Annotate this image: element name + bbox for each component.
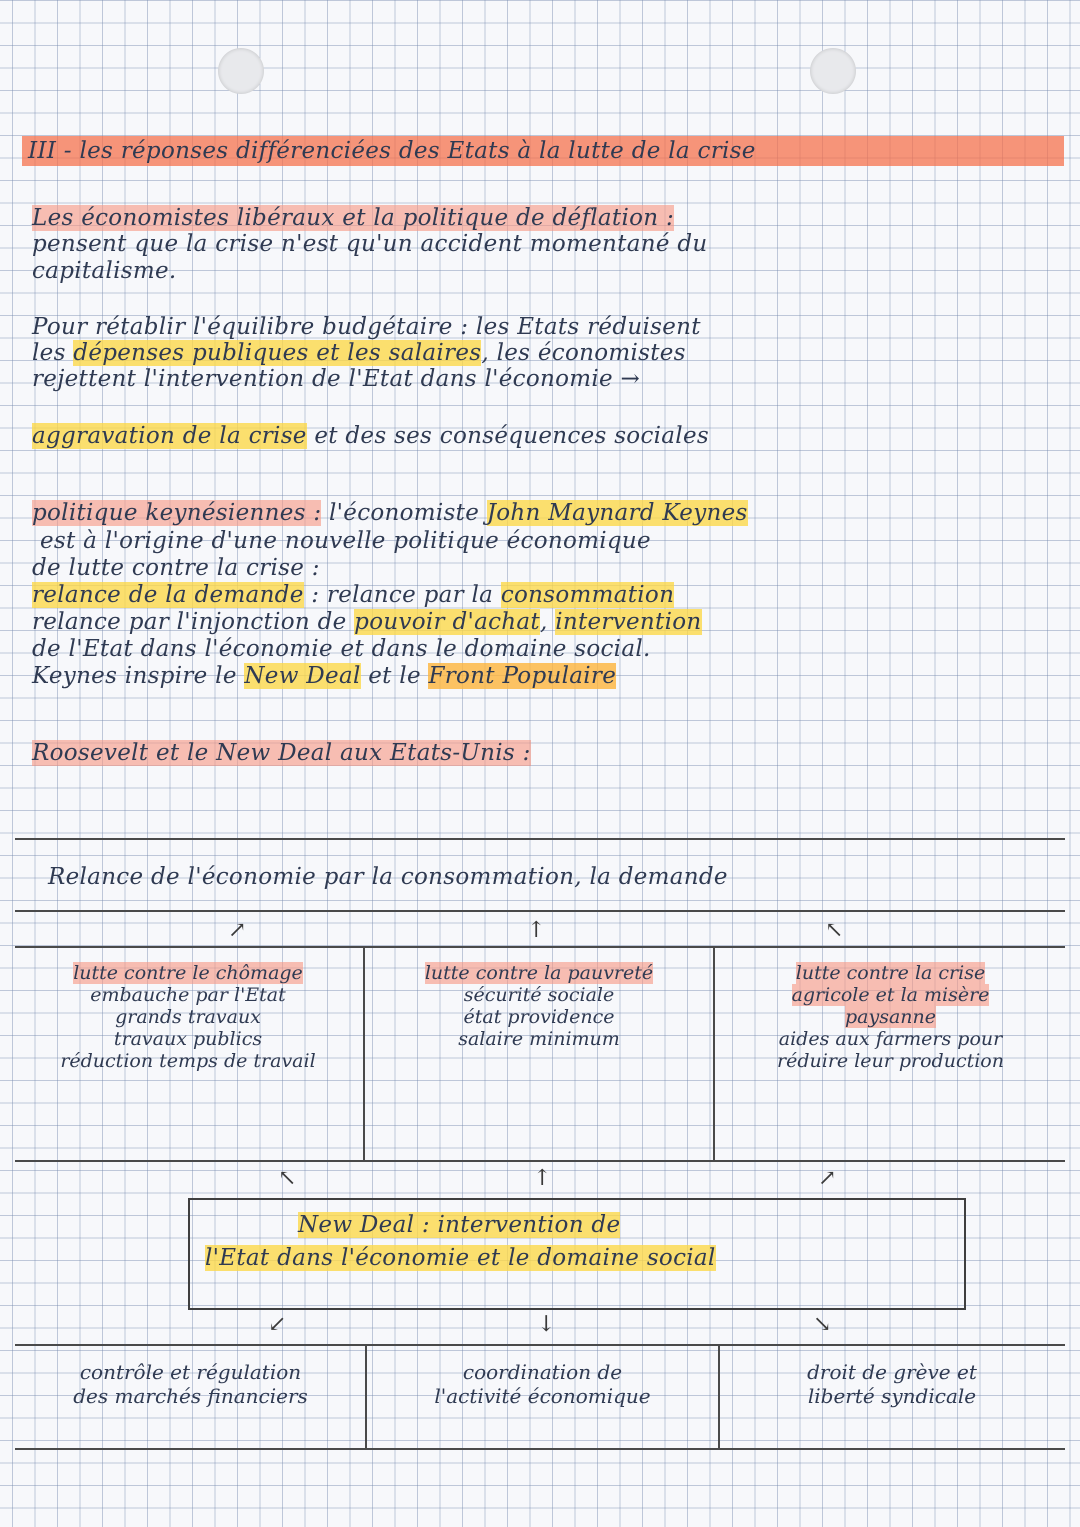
- keynes-name: John Maynard Keynes: [486, 500, 748, 526]
- diagram-rule-6: [15, 1448, 1065, 1450]
- diagram-top-box: Relance de l'économie par la consommation, la demande: [48, 864, 728, 890]
- keynes-text-2: est à l'origine d'une nouvelle politique économique: [40, 528, 651, 554]
- new-deal-line-1: [298, 1212, 620, 1238]
- bottom3-line-1: droit de grève et: [807, 1360, 977, 1384]
- diagram-rule-3: [15, 946, 1065, 948]
- col1-line-1: embauche par l'Etat: [90, 984, 286, 1006]
- liberal-text-1: pensent que la crise n'est qu'un accident momentané du: [32, 231, 708, 257]
- keynes-line-5: [32, 609, 702, 635]
- arrow-down-center: ↓: [537, 1312, 556, 1337]
- arrow-down-right: ↘: [813, 1312, 832, 1337]
- keynes-front-populaire: Front Populaire: [428, 663, 617, 689]
- col2-line-1: sécurité sociale: [463, 984, 615, 1006]
- keynes-line-1: [32, 500, 748, 526]
- keynes-demand: relance de la demande: [32, 582, 304, 608]
- liberal-text-5: rejettent l'intervention de l'Etat dans l'économie →: [32, 366, 641, 392]
- arrow-up-right: ↖: [825, 918, 844, 943]
- roosevelt-heading: [32, 740, 531, 766]
- keynes-heading: politique keynésiennes :: [32, 500, 322, 526]
- col3-line-2: réduire leur production: [777, 1050, 1004, 1072]
- bottom-strike: [722, 1360, 1062, 1408]
- keynes-intervention: intervention: [555, 609, 702, 635]
- liberal-heading-text: Les économistes libéraux et la politique de déflation :: [32, 205, 675, 231]
- diagram-rule-4: [15, 1160, 1065, 1162]
- punch-hole-right: [810, 48, 856, 94]
- liberal-text-4: [32, 340, 686, 366]
- arrow-up-center: ↑: [527, 918, 546, 943]
- new-deal-subtitle: l'Etat dans l'économie et le domaine social: [205, 1245, 716, 1271]
- diagram-divider-3: [365, 1344, 367, 1448]
- keynes-line-4: [32, 582, 674, 608]
- diagram-divider-1: [363, 946, 365, 1160]
- keynes-text-5: relance par l'injonction de: [32, 609, 355, 635]
- liberal-text-6-suffix: et des ses conséquences sociales: [306, 423, 709, 449]
- liberal-text-4-suffix: , les économistes: [481, 340, 686, 366]
- col3-line-1: aides aux farmers pour: [778, 1028, 1003, 1050]
- liberal-text-4-prefix: les: [32, 340, 66, 366]
- keynes-text-7: Keynes inspire le: [32, 663, 245, 689]
- col3-title-1: lutte contre la crise: [795, 962, 986, 984]
- col3-title-2: agricole et la misère: [791, 984, 990, 1006]
- diagram-divider-4: [718, 1344, 720, 1448]
- diagram-rule-2: [15, 910, 1065, 912]
- new-deal-line-2: [205, 1245, 716, 1271]
- liberal-highlight-aggravation: aggravation de la crise: [32, 423, 307, 449]
- keynes-text-4: : relance par la: [303, 582, 501, 608]
- col2-line-2: état providence: [463, 1006, 615, 1028]
- bottom1-line-1: contrôle et régulation: [79, 1360, 302, 1384]
- col1-line-4: réduction temps de travail: [60, 1050, 316, 1072]
- liberal-text-3-plain: Pour rétablir l'équilibre budgétaire : les Etats réduisent: [32, 314, 701, 340]
- keynes-text-6: de l'Etat dans l'économie et dans le domaine social.: [32, 636, 651, 662]
- keynes-text-1: l'économiste: [321, 500, 487, 526]
- section-title: III - les réponses différenciées des Etats à la lutte de la crise: [22, 136, 1064, 166]
- bottom-coordination: [370, 1360, 715, 1408]
- bottom3-line-2: liberté syndicale: [807, 1384, 977, 1408]
- bottom2-line-2: l'activité économique: [434, 1384, 651, 1408]
- diagram-rule-5: [15, 1344, 1065, 1346]
- arrow-up-left: ↗: [228, 918, 247, 943]
- col1-line-3: travaux publics: [113, 1028, 263, 1050]
- col2-title: lutte contre la pauvreté: [424, 962, 654, 984]
- keynes-consumption: consommation: [500, 582, 675, 608]
- col-unemployment: [18, 962, 358, 1072]
- bottom1-line-2: des marchés financiers: [73, 1384, 308, 1408]
- liberal-highlight-spending: dépenses publiques et les salaires: [73, 340, 482, 366]
- punch-hole-left: [218, 48, 264, 94]
- col-poverty: [368, 962, 710, 1050]
- diagram-rule-1: [15, 838, 1065, 840]
- liberal-text-2: capitalisme.: [32, 258, 177, 284]
- diagram-divider-2: [713, 946, 715, 1160]
- arrow-center-up-right: ↗: [818, 1166, 837, 1191]
- keynes-line-7: [32, 663, 616, 689]
- keynes-new-deal: New Deal: [244, 663, 361, 689]
- liberal-heading: [32, 205, 674, 231]
- bottom-finance: [18, 1360, 363, 1408]
- keynes-purchasing: pouvoir d'achat: [354, 609, 540, 635]
- col3-title-3: paysanne: [844, 1006, 937, 1028]
- col2-line-3: salaire minimum: [458, 1028, 620, 1050]
- col1-title: lutte contre le chômage: [73, 962, 303, 984]
- liberal-text-6: [32, 423, 709, 449]
- arrow-down-left: ↙: [268, 1312, 287, 1337]
- arrow-center-up-left: ↖: [278, 1166, 297, 1191]
- keynes-text-3: de lutte contre la crise :: [32, 555, 320, 581]
- col1-line-2: grands travaux: [115, 1006, 261, 1028]
- keynes-text-7-sep: et le: [360, 663, 429, 689]
- liberal-text-3: [32, 314, 701, 340]
- arrow-center-up: ↑: [533, 1166, 552, 1191]
- col-agriculture: [718, 962, 1063, 1072]
- keynes-text-5-sep: ,: [539, 609, 556, 635]
- new-deal-title: New Deal : intervention de: [298, 1212, 621, 1238]
- roosevelt-heading-text: Roosevelt et le New Deal aux Etats-Unis :: [32, 740, 531, 766]
- bottom2-line-1: coordination de: [462, 1360, 623, 1384]
